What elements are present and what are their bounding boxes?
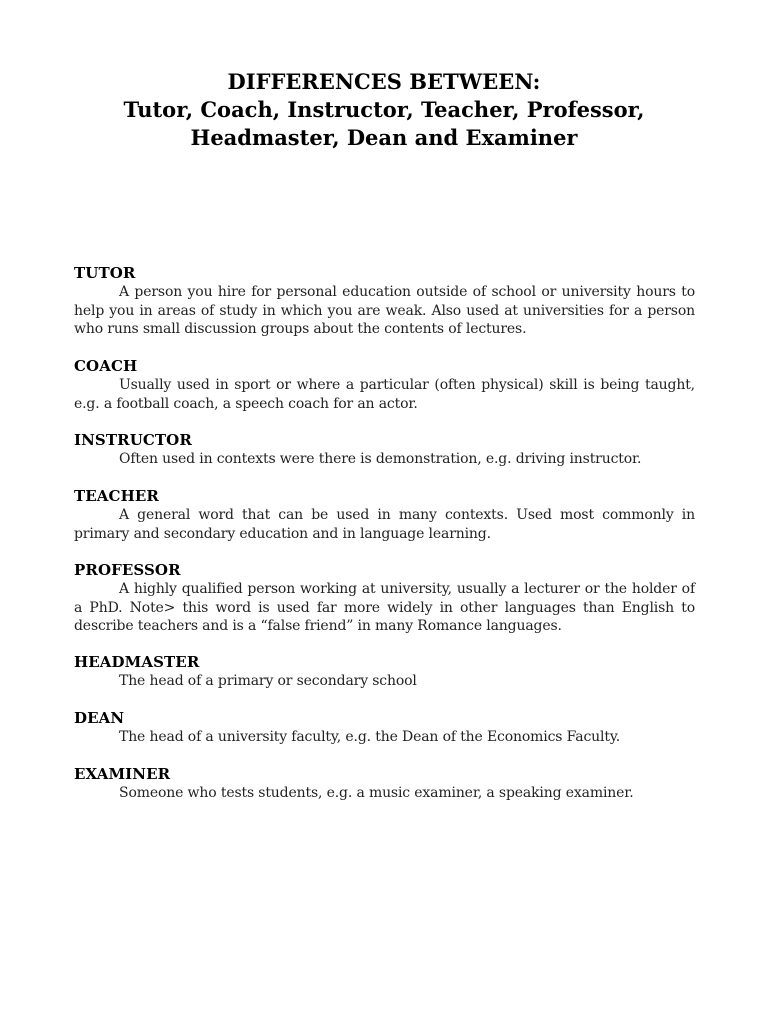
- entry-definition: The head of a primary or secondary school: [119, 673, 417, 689]
- title-line-1: DIFFERENCES BETWEEN:: [227, 69, 541, 94]
- entry-term: TUTOR: [74, 264, 136, 282]
- entry-teacher: [74, 487, 695, 543]
- entry-term: HEADMASTER: [74, 653, 200, 671]
- entry-definition: The head of a university faculty, e.g. the Dean of the Economics Faculty.: [119, 729, 621, 745]
- entry-professor: [74, 561, 695, 636]
- entry-term: DEAN: [74, 709, 125, 727]
- entry-term: INSTRUCTOR: [74, 431, 192, 449]
- entry-term: TEACHER: [74, 487, 159, 505]
- title-line-2: Tutor, Coach, Instructor, Teacher, Professor,: [123, 97, 645, 122]
- entry-headmaster: [74, 653, 695, 691]
- title-line-3: Headmaster, Dean and Examiner: [190, 125, 578, 150]
- entry-definition: A highly qualified person working at university, usually a lecturer or the holder of a PhD. Note> this word is used far more widely in other languages than English to describe teachers and is a “false friend” in many Romance languages.: [74, 581, 695, 634]
- entry-definition: Usually used in sport or where a particular (often physical) skill is being taught, e.g. a football coach, a speech coach for an actor.: [74, 377, 695, 412]
- document-title: [0, 68, 768, 152]
- entry-examiner: [74, 765, 695, 803]
- entry-definition: Someone who tests students, e.g. a music examiner, a speaking examiner.: [119, 785, 634, 801]
- entry-definition: Often used in contexts were there is demonstration, e.g. driving instructor.: [119, 451, 642, 467]
- entry-term: PROFESSOR: [74, 561, 181, 579]
- entry-term: EXAMINER: [74, 765, 171, 783]
- entry-term: COACH: [74, 357, 138, 375]
- entry-dean: [74, 709, 695, 747]
- entry-instructor: [74, 431, 695, 469]
- entry-tutor: [74, 264, 695, 339]
- entry-coach: [74, 357, 695, 413]
- entry-definition: A general word that can be used in many contexts. Used most commonly in primary and secondary education and in language learning.: [74, 507, 695, 542]
- entry-definition: A person you hire for personal education outside of school or university hours to help you in areas of study in which you are weak. Also used at universities for a person who runs small discussion groups about the contents of lectures.: [74, 284, 695, 337]
